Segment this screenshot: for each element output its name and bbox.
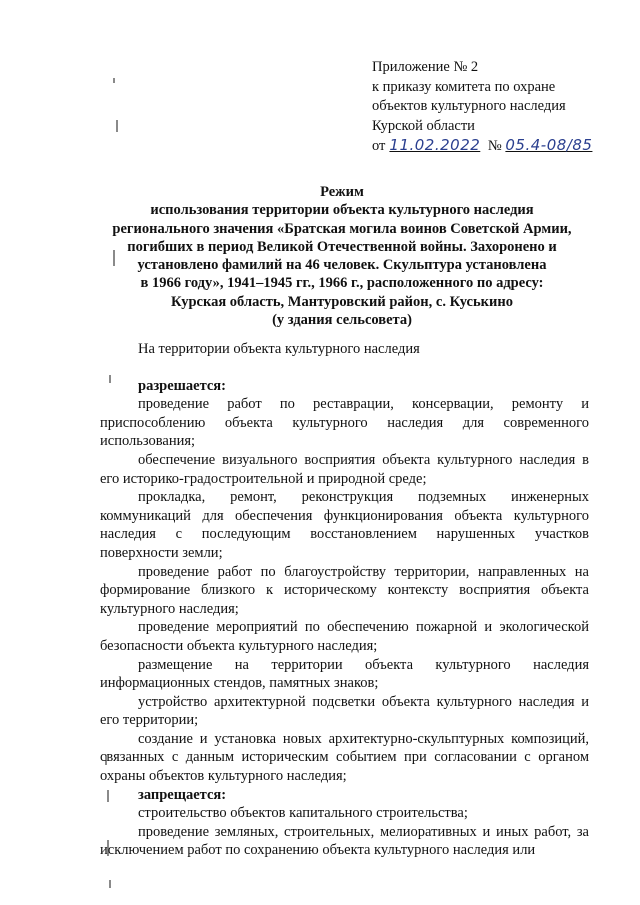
forbidden-item: проведение земляных, строительных, мелиоративных и иных работ, за исключением работ по сохранению объекта культурного наследия или bbox=[100, 823, 589, 859]
allowed-item: размещение на территории объекта культурного наследия информационных стендов, памятных знаков; bbox=[100, 656, 589, 692]
title-line: в 1966 году», 1941–1945 гг., 1966 г., расположенного по адресу: bbox=[140, 275, 544, 292]
forbidden-item: строительство объектов капитального строительства; bbox=[138, 805, 468, 822]
document-body bbox=[100, 340, 589, 860]
number-prefix: № bbox=[487, 138, 502, 154]
document-title bbox=[92, 183, 592, 329]
allowed-item: прокладка, ремонт, реконструкция подземных инженерных коммуникаций для обеспечения функционирования объекта культурного наследия с последующим восстановлением нарушенных участков поверхности земли; bbox=[100, 489, 589, 561]
title-line: Режим bbox=[320, 184, 364, 200]
appendix-date-line bbox=[372, 136, 592, 157]
allowed-item: устройство архитектурной подсветки объекта культурного наследия и его территории; bbox=[100, 693, 589, 729]
scan-mark bbox=[116, 120, 118, 132]
appendix-line: Приложение № 2 bbox=[372, 59, 479, 75]
allowed-item: обеспечение визуального восприятия объекта культурного наследия в его историко-градостроительной и природной среде; bbox=[100, 451, 589, 487]
title-line: регионального значения «Братская могила воинов Советской Армии, bbox=[112, 220, 572, 237]
title-line: установлено фамилий на 46 человек. Скульптура установлена bbox=[137, 257, 547, 274]
allowed-item: проведение работ по реставрации, консервации, ремонту и приспособлению объекта культурного наследия для современного использования; bbox=[100, 396, 589, 450]
title-line: использования территории объекта культурного наследия bbox=[150, 202, 534, 219]
forbidden-heading: запрещается: bbox=[138, 786, 227, 803]
allowed-item: проведение мероприятий по обеспечению пожарной и экологической безопасности объекта культурного наследия; bbox=[100, 619, 589, 654]
scan-mark bbox=[109, 880, 111, 888]
scan-mark bbox=[113, 78, 115, 83]
appendix-line: Курской области bbox=[372, 117, 475, 134]
handwritten-number: 05.4-08/85 bbox=[505, 136, 593, 154]
title-line: Курская область, Мантуровский район, с. Куськино bbox=[171, 293, 513, 310]
allowed-heading: разрешается: bbox=[138, 377, 226, 394]
allowed-item: проведение работ по благоустройству территории, направленных на формирование близкого к историческому контексту восприятия объекта культурного наследия; bbox=[100, 563, 589, 617]
appendix-line: к приказу комитета по охране bbox=[372, 78, 556, 95]
intro-paragraph: На территории объекта культурного наследия bbox=[138, 341, 420, 357]
title-line: погибших в период Великой Отечественной войны. Захоронено и bbox=[127, 238, 557, 255]
appendix-block bbox=[372, 58, 592, 157]
handwritten-date: 11.02.2022 bbox=[389, 136, 481, 154]
appendix-line: объектов культурного наследия bbox=[372, 98, 566, 114]
allowed-item: создание и установка новых архитектурно-скульптурных композиций, связанных с данным историческим событием при согласовании с органом охраны объектов культурного наследия; bbox=[100, 730, 589, 785]
date-prefix: от bbox=[372, 138, 386, 154]
title-line: (у здания сельсовета) bbox=[272, 312, 412, 329]
